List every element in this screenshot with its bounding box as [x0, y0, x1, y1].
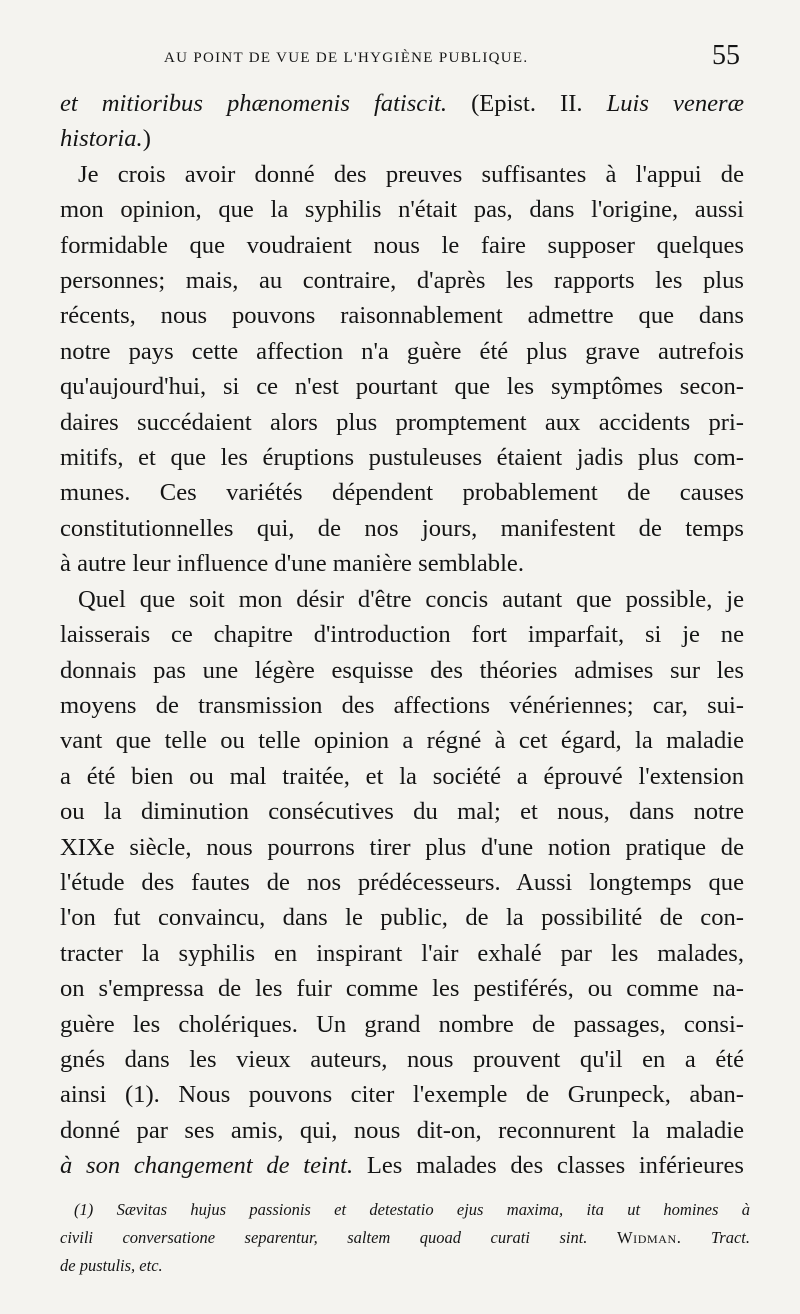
text-segment: Tract.: [681, 1228, 750, 1247]
page-header: [60, 40, 740, 80]
footnote-line: [60, 1252, 750, 1280]
text-line: [60, 228, 744, 263]
text-line: [60, 936, 744, 971]
text-segment: qu'aujourd'hui, si ce n'est pourtant que les symptômes secon-: [60, 373, 744, 401]
text-line: [60, 1077, 744, 1112]
text-line: [60, 971, 744, 1006]
text-segment: guère les cholériques. Un grand nombre de passages, consi-: [60, 1010, 744, 1038]
text-segment: et mitioribus phænomenis fatiscit.: [60, 90, 448, 117]
text-line: [60, 617, 744, 652]
text-segment: moyens de transmission des affections vénériennes; car, sui-: [60, 691, 744, 719]
text-line: [60, 688, 744, 723]
text-segment: formidable que voudraient nous le faire supposer quelques: [60, 231, 744, 259]
text-line: [60, 794, 744, 829]
text-segment: mon opinion, que la syphilis n'était pas, dans l'origine, aussi: [60, 196, 744, 224]
text-line: [60, 405, 744, 440]
footnote-line: [60, 1224, 750, 1252]
text-line: [60, 830, 744, 865]
text-segment: ainsi (1). Nous pouvons citer l'exemple de Grunpeck, aban-: [60, 1081, 744, 1109]
text-line: [60, 440, 744, 475]
text-line: [60, 511, 744, 546]
text-line: [60, 865, 744, 900]
text-segment: Widman.: [616, 1228, 682, 1247]
text-segment: gnés dans les vieux auteurs, nous prouvent qu'il en a été: [60, 1045, 744, 1073]
body-text: [60, 86, 744, 1184]
text-segment: munes. Ces variétés dépendent probablement de causes: [60, 479, 744, 507]
text-segment: mitifs, et que les éruptions pustuleuses étaient jadis plus com-: [60, 444, 744, 472]
text-line: [60, 157, 744, 192]
text-line: [60, 192, 744, 227]
text-segment: (Epist. II.: [447, 90, 607, 117]
text-segment: à autre leur influence d'une manière semblable.: [60, 550, 524, 578]
text-segment: tracter la syphilis en inspirant l'air exhalé par les malades,: [60, 939, 744, 967]
text-segment: XIXe siècle, nous pourrons tirer plus d'une notion pratique de: [60, 833, 744, 861]
text-line: [60, 582, 744, 617]
text-line: [60, 1007, 744, 1042]
text-segment: on s'empressa de les fuir comme les pestiférés, ou comme na-: [60, 975, 744, 1003]
text-line: [60, 1148, 744, 1183]
text-segment: de pustulis, etc.: [60, 1256, 163, 1275]
page-number: 55: [712, 40, 740, 71]
text-line: [60, 334, 744, 369]
text-segment: personnes; mais, au contraire, d'après les rapports les plus: [60, 267, 744, 295]
text-line: [60, 653, 744, 688]
text-segment: a été bien ou mal traitée, et la société a éprouvé l'extension: [60, 762, 744, 790]
text-line: [60, 298, 744, 333]
text-segment: Les malades des classes inférieures: [353, 1152, 744, 1180]
text-line: [60, 121, 744, 156]
text-segment: l'étude des fautes de nos prédécesseurs. Aussi longtemps que: [60, 868, 744, 896]
text-segment: constitutionnelles qui, de nos jours, manifestent de temps: [60, 514, 744, 542]
text-segment: (1) Sævitas hujus passionis et detestatio ejus maxima, ita ut homines à: [74, 1200, 750, 1219]
text-segment: donnais pas une légère esquisse des théories admises sur les: [60, 656, 744, 684]
text-segment: vant que telle ou telle opinion a régné à cet égard, la maladie: [60, 727, 744, 755]
text-segment: Luis veneræ: [606, 90, 745, 117]
running-title: AU POINT DE VUE DE L'HYGIÈNE PUBLIQUE.: [164, 50, 529, 66]
text-line: [60, 723, 744, 758]
text-line: [60, 1042, 744, 1077]
text-line: [60, 86, 744, 121]
text-line: [60, 475, 744, 510]
footnote-line: [60, 1196, 750, 1224]
footnote: [60, 1196, 750, 1280]
text-line: [60, 900, 744, 935]
text-line: [60, 369, 744, 404]
text-segment: Quel que soit mon désir d'être concis autant que possible, je: [78, 585, 744, 613]
text-segment: historia.: [60, 125, 143, 153]
text-line: [60, 263, 744, 298]
text-segment: civili conversatione separentur, saltem quoad curati sint.: [60, 1228, 617, 1247]
text-segment: ou la diminution consécutives du mal; et nous, dans notre: [60, 798, 744, 826]
text-segment: daires succédaient alors plus promptement aux accidents pri-: [60, 408, 744, 436]
text-segment: ): [142, 125, 151, 153]
text-segment: l'on fut convaincu, dans le public, de la possibilité de con-: [60, 904, 744, 932]
text-segment: laisserais ce chapitre d'introduction fort imparfait, si je ne: [60, 621, 744, 649]
text-line: [60, 1113, 744, 1148]
text-segment: notre pays cette affection n'a guère été plus grave autrefois: [60, 337, 744, 365]
text-segment: récents, nous pouvons raisonnablement admettre que dans: [60, 302, 744, 330]
text-segment: à son changement de teint.: [60, 1152, 354, 1180]
text-segment: donné par ses amis, qui, nous dit-on, reconnurent la maladie: [60, 1116, 744, 1144]
text-segment: Je crois avoir donné des preuves suffisantes à l'appui de: [78, 160, 744, 188]
text-line: [60, 546, 744, 581]
text-line: [60, 759, 744, 794]
